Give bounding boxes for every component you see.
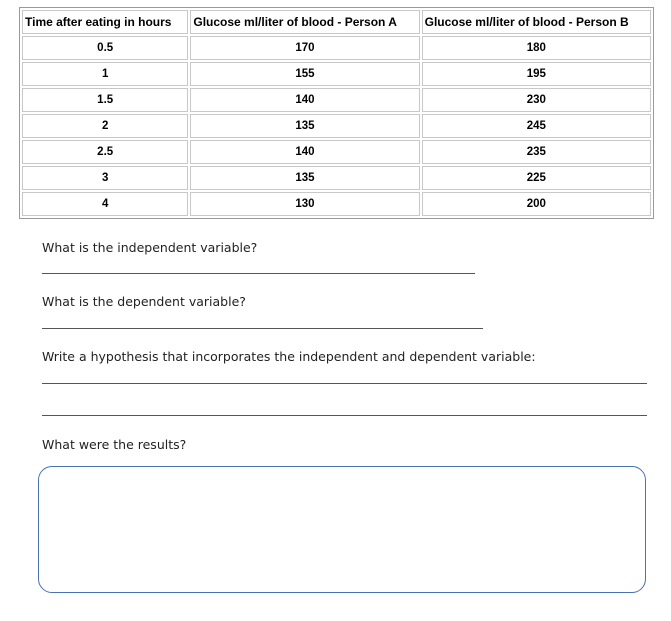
cell-person-b: 245 — [422, 114, 651, 138]
answer-line-hypothesis-2[interactable] — [42, 415, 647, 416]
table-row — [22, 36, 651, 60]
table-row — [22, 114, 651, 138]
cell-person-a: 135 — [190, 166, 419, 190]
cell-person-b: 200 — [422, 192, 651, 216]
cell-time: 1.5 — [22, 88, 188, 112]
table-header-row — [22, 10, 651, 34]
question-hypothesis: Write a hypothesis that incorporates the independent and dependent variable: — [42, 349, 536, 364]
cell-person-b: 225 — [422, 166, 651, 190]
table-row — [22, 62, 651, 86]
cell-person-a: 155 — [190, 62, 419, 86]
cell-person-a: 140 — [190, 140, 419, 164]
header-person-b: Glucose ml/liter of blood - Person B — [422, 10, 651, 34]
header-time: Time after eating in hours — [22, 10, 188, 34]
cell-time: 4 — [22, 192, 188, 216]
answer-line-independent[interactable] — [42, 273, 475, 274]
cell-time: 3 — [22, 166, 188, 190]
answer-line-dependent[interactable] — [42, 328, 483, 329]
cell-time: 1 — [22, 62, 188, 86]
cell-person-a: 140 — [190, 88, 419, 112]
cell-person-b: 235 — [422, 140, 651, 164]
glucose-data-table — [19, 7, 654, 219]
cell-person-a: 135 — [190, 114, 419, 138]
table-row — [22, 166, 651, 190]
table-row — [22, 192, 651, 216]
cell-time: 2 — [22, 114, 188, 138]
results-answer-box[interactable] — [38, 466, 646, 593]
table-row — [22, 140, 651, 164]
cell-person-a: 130 — [190, 192, 419, 216]
answer-line-hypothesis-1[interactable] — [42, 383, 647, 384]
cell-person-b: 180 — [422, 36, 651, 60]
question-results: What were the results? — [42, 437, 187, 452]
cell-person-b: 230 — [422, 88, 651, 112]
cell-person-a: 170 — [190, 36, 419, 60]
table-row — [22, 88, 651, 112]
cell-time: 2.5 — [22, 140, 188, 164]
question-dependent-variable: What is the dependent variable? — [42, 294, 246, 309]
cell-person-b: 195 — [422, 62, 651, 86]
question-independent-variable: What is the independent variable? — [42, 240, 258, 255]
cell-time: 0.5 — [22, 36, 188, 60]
header-person-a: Glucose ml/liter of blood - Person A — [190, 10, 419, 34]
